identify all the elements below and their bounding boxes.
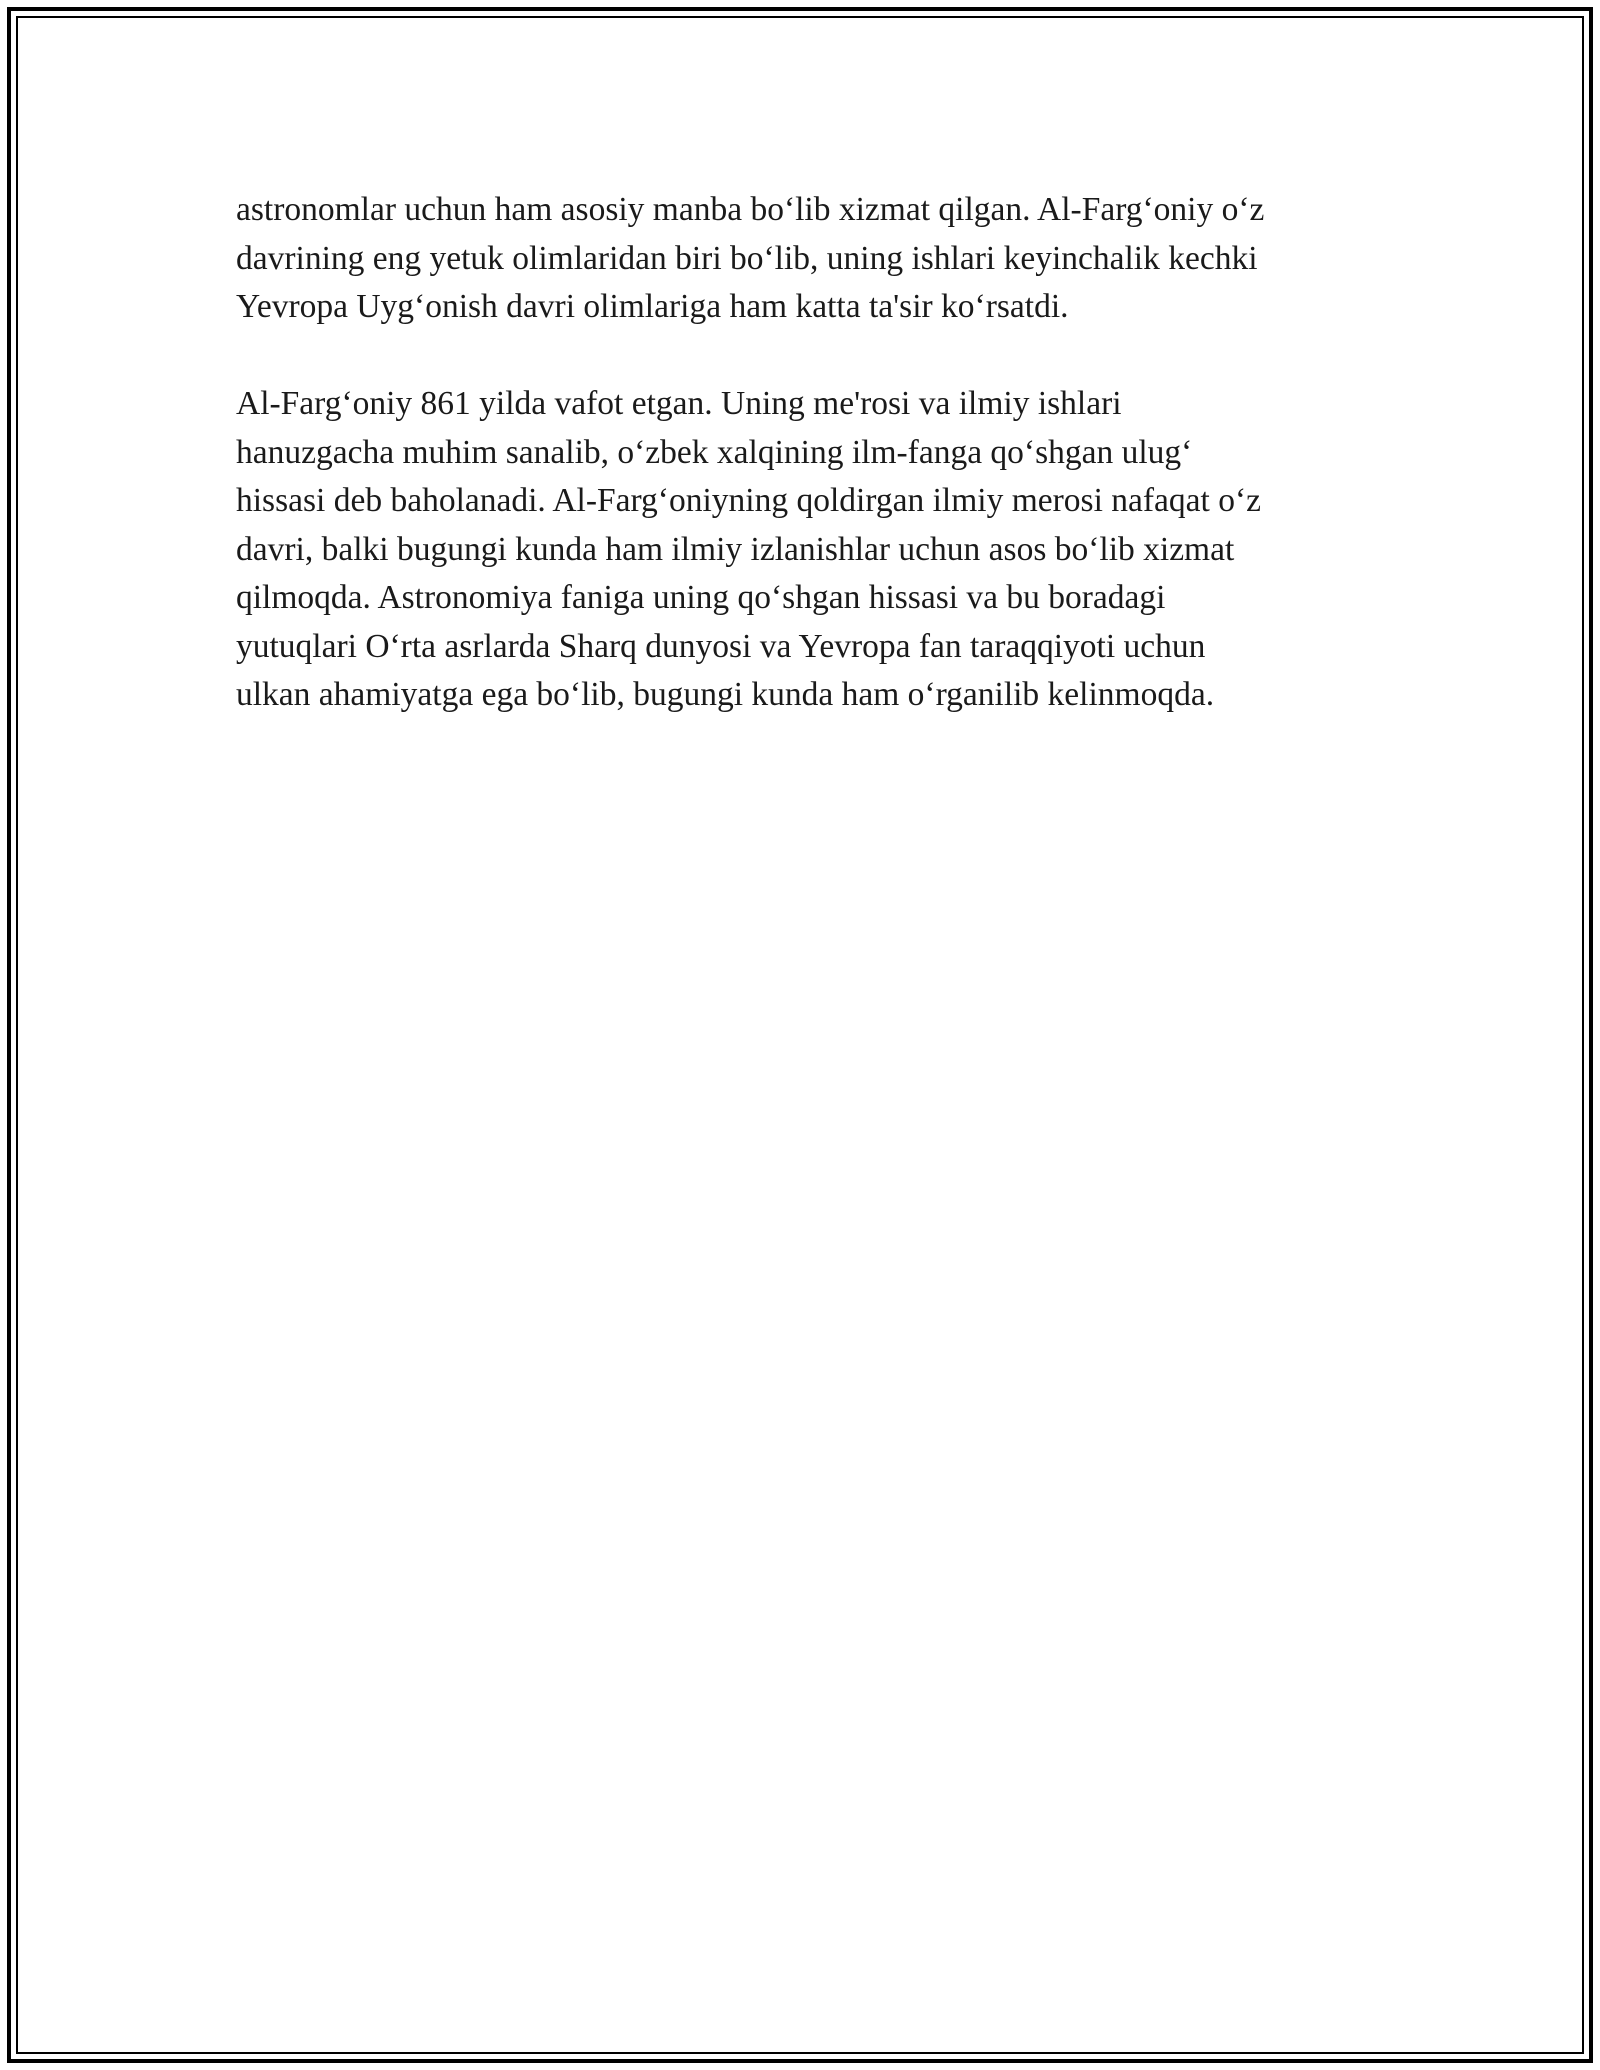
text-line: qilmoqda. Astronomiya faniga uning qo‘shgan hissasi va bu boradagi bbox=[236, 579, 1166, 616]
text-line: hanuzgacha muhim sanalib, o‘zbek xalqining ilm-fanga qo‘shgan ulug‘ bbox=[236, 433, 1193, 471]
text-line: davri, balki bugungi kunda ham ilmiy izlanishlar uchun asos bo‘lib xizmat bbox=[236, 530, 1235, 568]
text-line: davrining eng yetuk olimlaridan biri bo‘lib, uning ishlari keyinchalik kechki bbox=[236, 239, 1258, 277]
text-line: ulkan ahamiyatga ega bo‘lib, bugungi kunda ham o‘rganilib kelinmoqda. bbox=[236, 676, 1215, 713]
text-line: Al-Farg‘oniy 861 yilda vafot etgan. Uning me'rosi va ilmiy ishlari bbox=[236, 385, 1122, 422]
text-line: Yevropa Uyg‘onish davri olimlariga ham katta ta'sir ko‘rsatdi. bbox=[236, 288, 1069, 325]
text-line: hissasi deb baholanadi. Al-Farg‘oniyning qoldirgan ilmiy merosi nafaqat o‘z bbox=[236, 482, 1261, 519]
document-body bbox=[236, 186, 1386, 720]
text-line: astronomlar uchun ham asosiy manba bo‘lib xizmat qilgan. Al-Farg‘oniy o‘z bbox=[236, 191, 1265, 228]
paragraph-1 bbox=[236, 186, 1386, 332]
paragraph-2 bbox=[236, 380, 1386, 720]
text-line: yutuqlari O‘rta asrlarda Sharq dunyosi va Yevropa fan taraqqiyoti uchun bbox=[236, 627, 1206, 665]
